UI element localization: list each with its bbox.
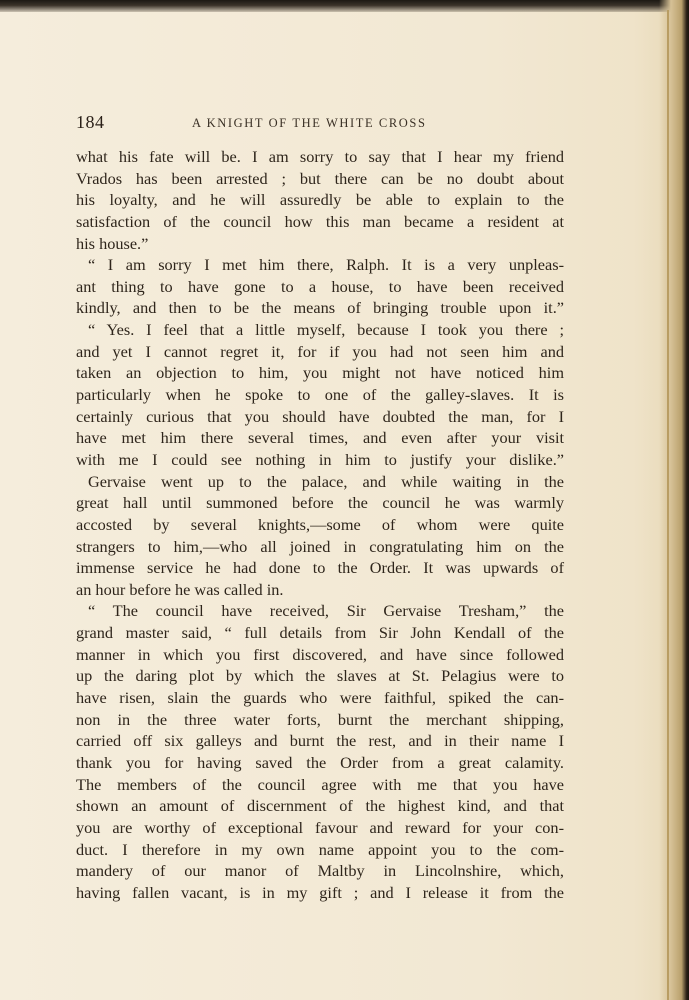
text-line: strangers to him,—who all joined in congratulating him on the: [76, 536, 564, 556]
text-line: have met him there several times, and even after your visit: [76, 428, 564, 448]
text-line: Gervaise went up to the palace, and while waiting in the: [88, 471, 564, 491]
text-line: particularly when he spoke to one of the galley-slaves. It is: [76, 385, 564, 405]
text-line: manner in which you first discovered, and have since followed: [76, 644, 564, 664]
text-line: non in the three water forts, burnt the merchant shipping,: [76, 709, 564, 729]
text-line: have risen, slain the guards who were faithful, spiked the can-: [76, 688, 564, 708]
text-line: shown an amount of discernment of the highest kind, and that: [76, 796, 564, 816]
text-line: his house.”: [76, 233, 149, 253]
text-line: duct. I therefore in my own name appoint you to the com-: [76, 839, 564, 859]
text-line: accosted by several knights,—some of whom were quite: [76, 514, 564, 534]
page-edge-line: [667, 10, 669, 1000]
page-header: [76, 112, 564, 136]
text-line: and yet I cannot regret it, for if you had not seen him and: [76, 341, 564, 361]
text-line: immense service he had done to the Order. It was upwards of: [76, 558, 564, 578]
text-line: Vrados has been arrested ; but there can be no doubt about: [76, 168, 564, 188]
text-line: The members of the council agree with me that you have: [76, 774, 564, 794]
text-line: thank you for having saved the Order from a great calamity.: [76, 752, 564, 772]
running-title: A KNIGHT OF THE WHITE CROSS: [192, 116, 427, 130]
body-text: [76, 146, 564, 903]
text-line: certainly curious that you should have doubted the man, for I: [76, 406, 564, 426]
text-line: grand master said, “ full details from Sir John Kendall of the: [76, 623, 564, 643]
text-line: with me I could see nothing in him to justify your dislike.”: [76, 449, 564, 469]
page-number: 184: [76, 112, 105, 132]
page-right-edge: [659, 0, 689, 1000]
text-line: satisfaction of the council how this man became a resident at: [76, 211, 564, 231]
text-line: taken an objection to him, you might not have noticed him: [76, 363, 564, 383]
text-line: you are worthy of exceptional favour and reward for your con-: [76, 817, 564, 837]
text-line: “ Yes. I feel that a little myself, because I took you there ;: [88, 320, 564, 340]
text-line: “ I am sorry I met him there, Ralph. It is a very unpleas-: [88, 255, 564, 275]
text-line: having fallen vacant, is in my gift ; and I release it from the: [76, 882, 564, 902]
text-line: ant thing to have gone to a house, to have been received: [76, 276, 564, 296]
text-line: up the daring plot by which the slaves at St. Pelagius were to: [76, 666, 564, 686]
top-edge-shadow: [0, 0, 689, 12]
text-line: an hour before he was called in.: [76, 579, 284, 599]
text-line: what his fate will be. I am sorry to say that I hear my friend: [76, 147, 564, 166]
text-line: great hall until summoned before the council he was warmly: [76, 493, 564, 513]
text-line: “ The council have received, Sir Gervaise Tresham,” the: [88, 601, 564, 621]
text-line: carried off six galleys and burnt the rest, and in their name I: [76, 731, 564, 751]
text-line: kindly, and then to be the means of bringing trouble upon it.”: [76, 298, 564, 318]
text-line: his loyalty, and he will assuredly be able to explain to the: [76, 190, 564, 210]
text-line: mandery of our manor of Maltby in Lincolnshire, which,: [76, 861, 564, 881]
